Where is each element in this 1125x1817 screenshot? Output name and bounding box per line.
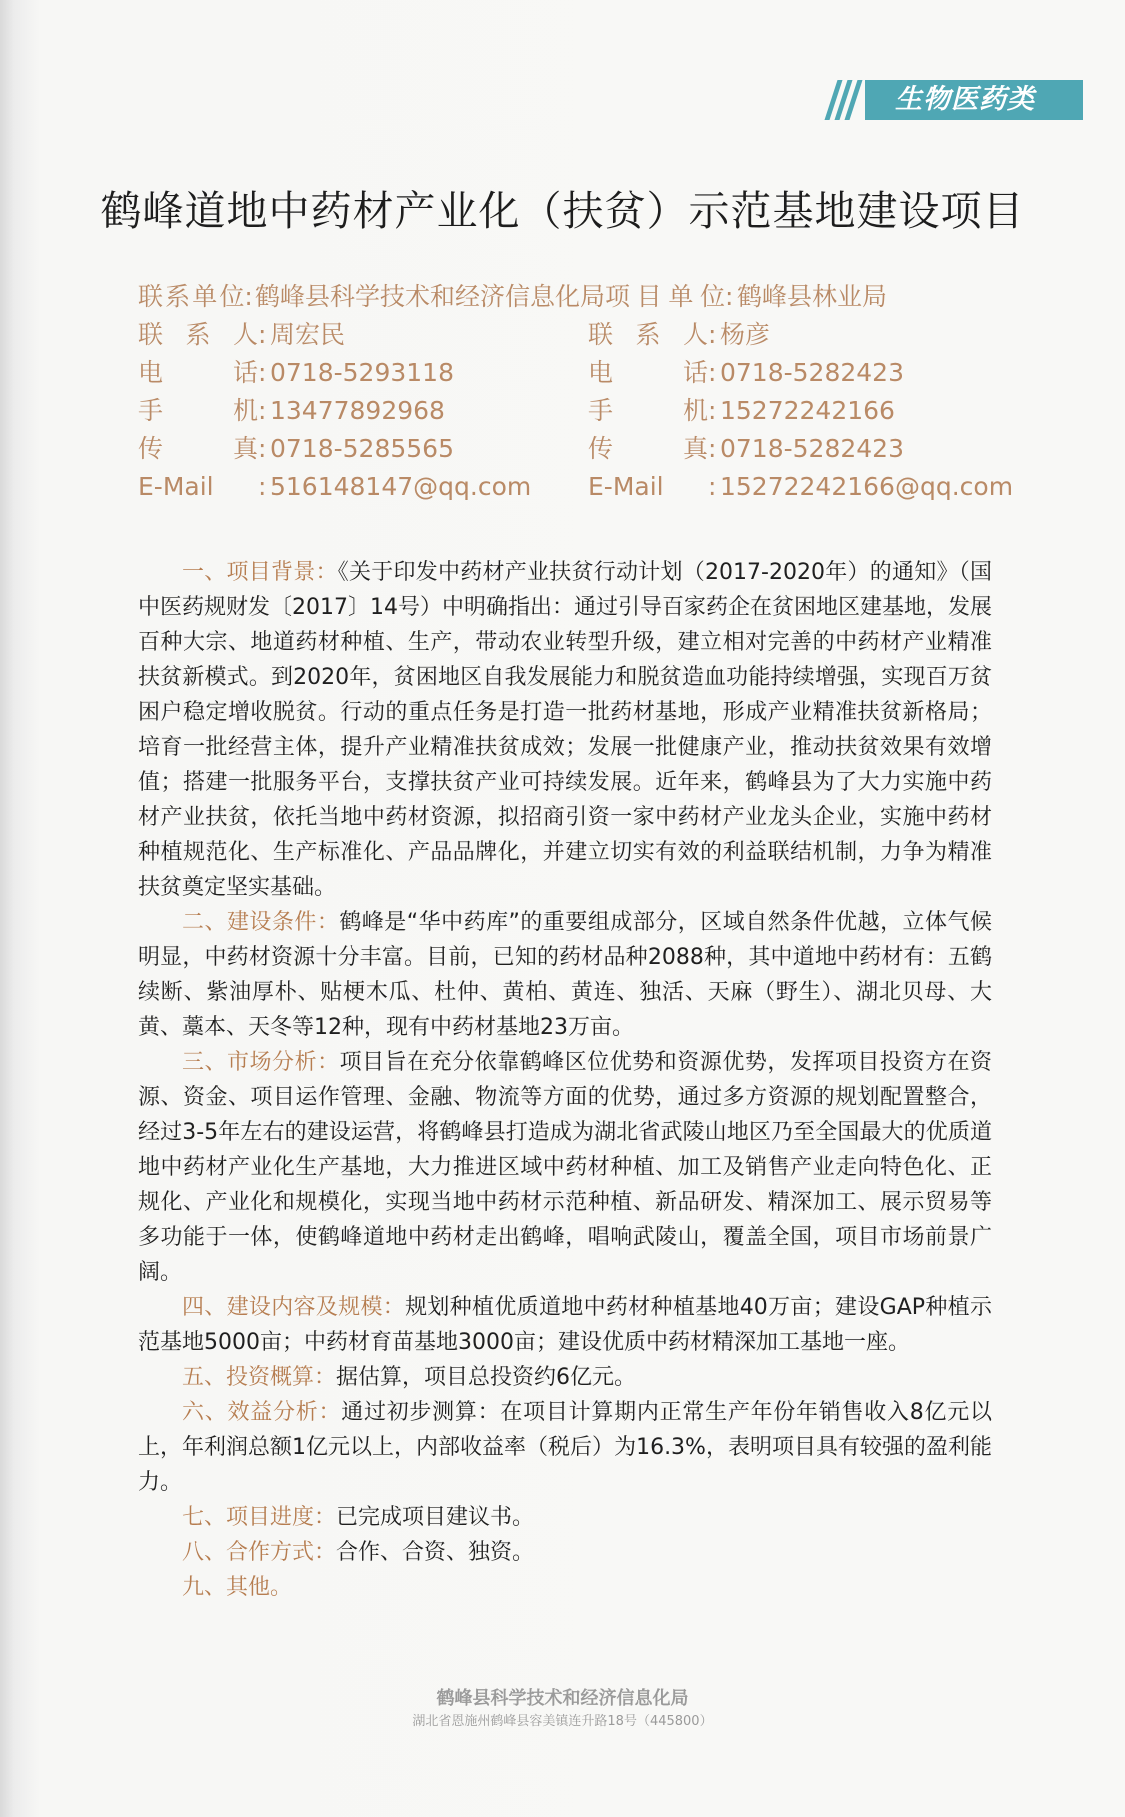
contact-email-link[interactable]: 15272242166@qq.com <box>720 472 1014 501</box>
section-paragraph <box>138 1570 992 1605</box>
contact-label: 手机 <box>588 396 708 425</box>
contact-row <box>138 316 1038 354</box>
contact-cell-right: 手机 : 15272242166 <box>588 392 1038 430</box>
contact-value: 0718-5285565 <box>270 434 454 463</box>
contact-label: 联系人 <box>588 320 708 349</box>
contact-info <box>138 278 1038 506</box>
section-paragraph <box>138 1360 992 1395</box>
contact-value: 15272242166 <box>720 396 895 425</box>
contact-label: 联系单位 <box>138 282 245 311</box>
section-paragraph <box>138 1500 992 1535</box>
contact-label: E-Mail <box>588 472 664 501</box>
contact-cell-right: 项目单位 : 鹤峰县林业局 <box>605 278 1038 316</box>
page-title: 鹤峰道地中药材产业化（扶贫）示范基地建设项目 <box>100 187 1025 235</box>
contact-label: 联系人 <box>138 320 258 349</box>
section-heading: 八、合作方式： <box>182 1540 337 1565</box>
section-heading: 四、建设内容及规模： <box>182 1295 406 1320</box>
contact-row <box>138 354 1038 392</box>
section-text: 据估算，项目总投资约6亿元。 <box>336 1365 637 1390</box>
section-heading: 九、其他。 <box>182 1575 293 1600</box>
contact-email-link[interactable]: 516148147@qq.com <box>270 472 532 501</box>
section-heading: 七、项目进度： <box>182 1505 337 1530</box>
section-text: 项目旨在充分依靠鹤峰区位优势和资源优势，发挥项目投资方在资源、资金、项目运作管理、金融、物流等方面的优势，通过多方资源的规划配置整合，经过3-5年左右的建设运营，将鹤峰县打造成为湖北省武陵山地区乃至全国最大的优质道地中药材产业化生产基地，大力推进区域中药材种植、加工及销售产业走向特色化、正规化、产业化和规模化，实现当地中药材示范种植、新品研发、精深加工、展示贸易等多功能于一体，使鹤峰道地中药材走出鹤峰，唱响武陵山，覆盖全国，项目市场前景广阔。 <box>138 1050 992 1285</box>
contact-cell-left: 联系人 : 周宏民 <box>138 316 588 354</box>
section-text: 鹤峰是“华中药库”的重要组成部分，区域自然条件优越，立体气候明显，中药材资源十分丰富。目前，已知的药材品种2088种，其中道地中药材有：五鹤续断、紫油厚朴、贴梗木瓜、杜仲、黄柏、黄连、独活、天麻（野生）、湖北贝母、大黄、藁本、天冬等12种，现有中药材基地23万亩。 <box>138 910 992 1040</box>
section-paragraph <box>138 905 992 1045</box>
section-text: 合作、合资、独资。 <box>336 1540 535 1565</box>
contact-label: 传真 <box>138 434 258 463</box>
contact-value: 周宏民 <box>270 320 346 349</box>
page-footer <box>0 1686 1125 1732</box>
contact-label: 传真 <box>588 434 708 463</box>
contact-value: 0718-5282423 <box>720 358 904 387</box>
contact-label: 电话 <box>588 358 708 387</box>
section-heading: 六、效益分析： <box>182 1400 342 1425</box>
contact-value: 杨彦 <box>720 320 771 349</box>
contact-cell-left: 联系单位 : 鹤峰县科学技术和经济信息化局 <box>138 278 605 316</box>
contact-cell-left: 电话 : 0718-5293118 <box>138 354 588 392</box>
category-stripes-decoration <box>831 80 861 120</box>
section-paragraph <box>138 1045 992 1290</box>
section-text: 已完成项目建议书。 <box>336 1505 535 1530</box>
contact-cell-left: 传真 : 0718-5285565 <box>138 430 588 468</box>
section-heading: 二、建设条件： <box>182 910 340 935</box>
contact-value: 鹤峰县林业局 <box>737 282 888 311</box>
contact-row <box>138 392 1038 430</box>
contact-cell-right: 电话 : 0718-5282423 <box>588 354 1038 392</box>
section-heading: 一、项目背景： <box>182 560 338 585</box>
section-text: 《关于印发中药材产业扶贫行动计划（2017-2020年）的通知》（国中医药规财发〔2017〕14号）中明确指出：通过引导百家药企在贫困地区建基地，发展百种大宗、地道药材种植、生产，带动农业转型升级，建立相对完善的中药材产业精准扶贫新模式。到2020年，贫困地区自我发展能力和脱贫造血功能持续增强，实现百万贫困户稳定增收脱贫。行动的重点任务是打造一批药材基地，形成产业精准扶贫新格局；培育一批经营主体，提升产业精准扶贫成效；发展一批健康产业，推动扶贫效果有效增值；搭建一批服务平台，支撑扶贫产业可持续发展。近年来，鹤峰县为了大力实施中药材产业扶贫，依托当地中药材资源，拟招商引资一家中药材产业龙头企业，实施中药材种植规范化、生产标准化、产品品牌化，并建立切实有效的利益联结机制，力争为精准扶贫奠定坚实基础。 <box>138 560 992 900</box>
section-paragraph <box>138 1290 992 1360</box>
contact-label: 手机 <box>138 396 258 425</box>
footer-address: 湖北省恩施州鹤峰县容美镇连升路18号（445800） <box>412 1714 713 1729</box>
contact-value: 0718-5293118 <box>270 358 454 387</box>
contact-value: 鹤峰县科学技术和经济信息化局 <box>254 282 605 311</box>
contact-cell-left: 手机 : 13477892968 <box>138 392 588 430</box>
section-heading: 五、投资概算： <box>182 1365 337 1390</box>
section-paragraph <box>138 1395 992 1500</box>
category-tab <box>831 80 1083 120</box>
contact-row <box>138 468 1038 506</box>
contact-cell-right: 联系人 : 杨彦 <box>588 316 1038 354</box>
contact-row <box>138 278 1038 316</box>
contact-label: E-Mail <box>138 472 214 501</box>
section-paragraph <box>138 555 992 905</box>
contact-row <box>138 430 1038 468</box>
category-label: 生物医药类 <box>865 80 1083 120</box>
section-paragraph <box>138 1535 992 1570</box>
footer-organization: 鹤峰县科学技术和经济信息化局 <box>436 1688 689 1709</box>
contact-cell-left: E-Mail : 516148147@qq.com <box>138 468 588 506</box>
contact-label: 项目单位 <box>605 282 725 311</box>
contact-cell-right: 传真 : 0718-5282423 <box>588 430 1038 468</box>
section-text: 通过初步测算：在项目计算期内正常生产年份年销售收入8亿元以上，年利润总额1亿元以上，内部收益率（税后）为16.3%，表明项目具有较强的盈利能力。 <box>138 1400 992 1495</box>
contact-label: 电话 <box>138 358 258 387</box>
section-text: 规划种植优质道地中药材种植基地40万亩；建设GAP种植示范基地5000亩；中药材育苗基地3000亩；建设优质中药材精深加工基地一座。 <box>138 1295 992 1355</box>
section-heading: 三、市场分析： <box>182 1050 340 1075</box>
contact-value: 13477892968 <box>270 396 445 425</box>
document-body <box>138 555 992 1605</box>
contact-cell-right: E-Mail : 15272242166@qq.com <box>588 468 1038 506</box>
contact-value: 0718-5282423 <box>720 434 904 463</box>
